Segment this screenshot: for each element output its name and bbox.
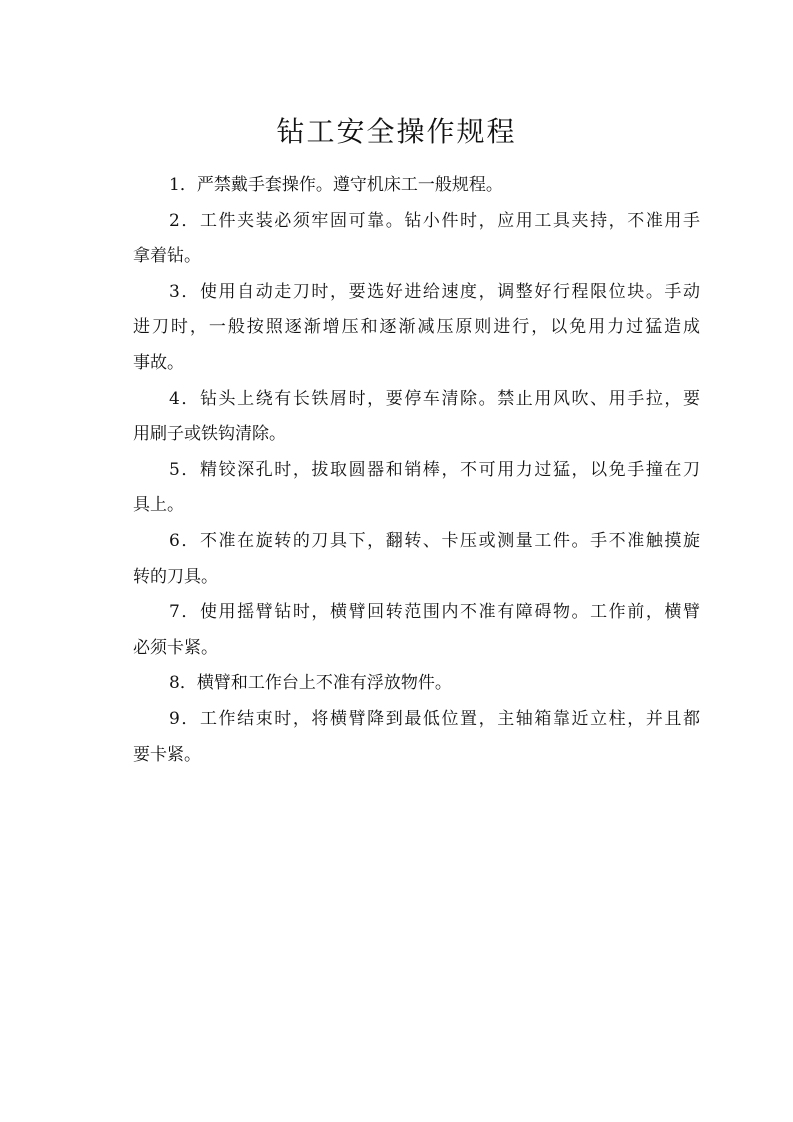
paragraph-line: 4．钻头上绕有长铁屑时，要停车清除。禁止用风吹、用手拉，要: [169, 388, 700, 409]
paragraph-line: 用刷子或铁钩清除。: [133, 424, 286, 445]
rule-paragraph-9: [133, 702, 700, 773]
paragraph-line: 1．严禁戴手套操作。遵守机床工一般规程。: [169, 175, 503, 195]
paragraph-line: 具上。: [133, 495, 184, 516]
paragraph-line: 9．工作结束时，将横臂降到最低位置，主轴箱靠近立柱，并且都: [169, 708, 700, 729]
rule-paragraph-1: [133, 168, 700, 204]
paragraph-line: 事故。: [133, 352, 184, 373]
paragraph-line: 2．工件夹装必须牢固可靠。钻小件时，应用工具夹持，不准用手: [169, 210, 700, 231]
rule-paragraph-4: [133, 382, 700, 453]
rule-paragraph-8: [133, 666, 700, 702]
document-body: [133, 168, 700, 773]
rule-paragraph-6: [133, 524, 700, 595]
rule-paragraph-5: [133, 453, 700, 524]
paragraph-line: 8．横臂和工作台上不准有浮放物件。: [169, 673, 452, 694]
paragraph-line: 要卡紧。: [133, 744, 201, 765]
document-title: 钻工安全操作规程: [276, 115, 517, 148]
paragraph-line: 3．使用自动走刀时，要选好进给速度，调整好行程限位块。手动: [169, 281, 700, 302]
paragraph-line: 拿着钻。: [133, 246, 201, 267]
rule-paragraph-3: [133, 275, 700, 382]
paragraph-line: 必须卡紧。: [133, 637, 218, 658]
paragraph-line: 5．精铰深孔时，拔取圆器和销棒，不可用力过猛，以免手撞在刀: [169, 459, 700, 480]
paragraph-line: 转的刀具。: [133, 566, 218, 587]
rule-paragraph-7: [133, 595, 700, 666]
paragraph-line: 进刀时，一般按照逐渐增压和逐渐减压原则进行，以免用力过猛造成: [133, 317, 700, 338]
rule-paragraph-2: [133, 204, 700, 275]
paragraph-line: 6．不准在旋转的刀具下，翻转、卡压或测量工件。手不准触摸旋: [169, 530, 700, 551]
paragraph-line: 7．使用摇臂钻时，横臂回转范围内不准有障碍物。工作前，横臂: [169, 602, 700, 623]
